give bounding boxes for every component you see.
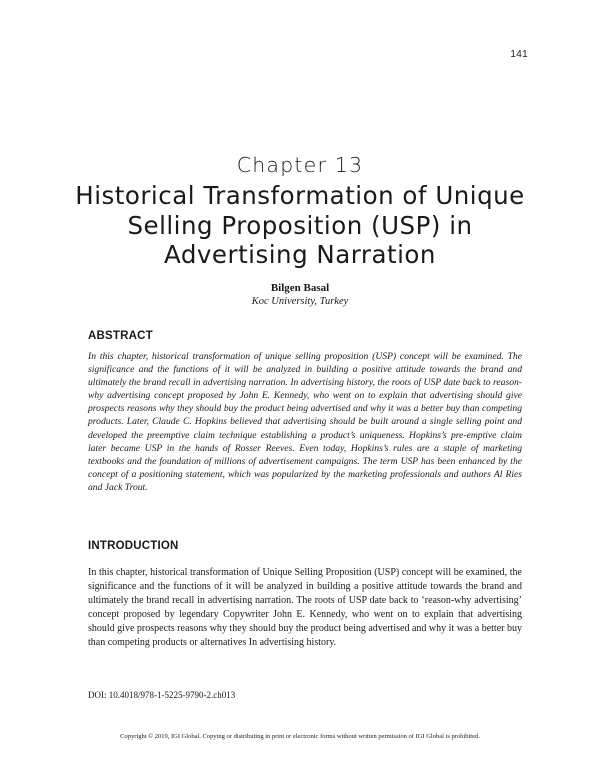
introduction-heading: INTRODUCTION — [88, 540, 179, 552]
abstract-body: In this chapter, historical transformation of unique selling proposition (USP) concept will be examined. The significance and the functions of it will be analyzed in building a positive attitude towards the brand and ultimately the brand recall in advertising narration. In advertising history, the roots of USP date back to reason-why advertising concept proposed by John E. Kennedy, who went on to explain that advertising should give prospects reasons why they should buy the product being advertised and why it was a better buy than competing products. Later, Claude C. Hopkins believed that advertising should be built around a single selling point and developed the preemptive claim technique establishing a product’s uniqueness. Hopkins’s pre-emptive claim later became USP in the hands of Rosser Reeves. Even today, Hopkins’s rules are a staple of marketing textbooks and the foundation of millions of advertisement campaigns. The term USP has been enhanced by the concept of a positioning statement, which was popularized by the marketing professionals and authors Al Ries and Jack Trout. — [88, 351, 522, 493]
author-name: Bilgen Basal — [270, 282, 330, 294]
author-affiliation: Koc University, Turkey — [251, 296, 349, 307]
page-number: 141 — [510, 49, 528, 60]
copyright-notice: Copyright © 2019, IGI Global. Copying or distributing in print or electronic forms without written permission of IGI Global is prohibited. — [120, 733, 480, 740]
chapter-label: Chapter 13 — [236, 153, 364, 177]
chapter-title: Historical Transformation of Unique Selling Proposition (USP) in Advertising Narration — [75, 181, 525, 269]
abstract-heading: ABSTRACT — [88, 330, 153, 342]
doi-line: DOI: 10.4018/978-1-5225-9790-2.ch013 — [88, 690, 236, 700]
introduction-body: In this chapter, historical transformation of Unique Selling Proposition (USP) concept will be examined, the significance and the functions of it will be analyzed in building a positive attitude towards the brand and ultimately the brand recall in advertising narration. The roots of USP date back to ‘reason-why advertising’ concept proposed by legendary Copywriter John E. Kennedy, who went on to explain that advertising should give prospects reasons why they should buy the product being advertised and why it was a better buy than competing products or alternatives In advertising history. — [88, 567, 522, 648]
